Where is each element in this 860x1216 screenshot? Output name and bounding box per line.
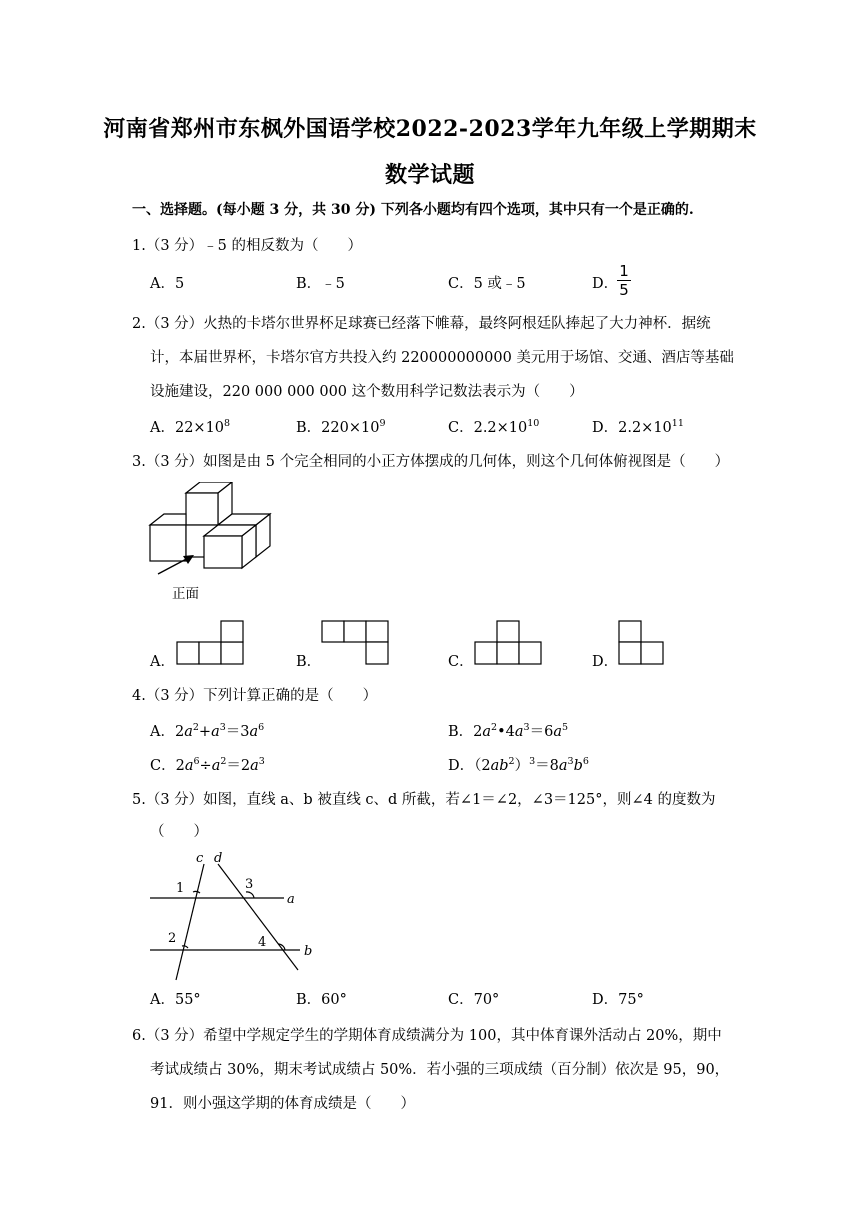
q5-option-d: D．75° (592, 992, 644, 1008)
q5-option-a: A．55° (150, 992, 201, 1008)
q3-option-a-figure (176, 620, 244, 666)
q4-option-d: D．$(2ab^2)^3=8a^3b^6$ (448, 756, 589, 774)
label-b: b (304, 944, 313, 959)
label-d: d (214, 851, 223, 866)
q5-option-c: C．70° (448, 992, 500, 1008)
q2-option-a: A．$22\times 10^8$ (150, 418, 231, 436)
section-heading: 一、选择题。(每小题 3 分，共 30 分) 下列各小题均有四个选项，其中只有一个是正确的. (132, 202, 694, 218)
q3-option-c: C． (448, 654, 474, 670)
q1-option-b: B．﹣5 (296, 276, 345, 292)
question-2-line1: 2.（3 分）火热的卡塔尔世界杯足球赛已经落下帷幕，最终阿根廷队捧起了大力神杯．据统 (132, 316, 711, 332)
angle-2: 2 (168, 931, 177, 946)
q3-option-c-figure (474, 620, 542, 666)
q1-option-d-fraction (617, 263, 631, 298)
q4-option-c: C．$2a^6\div a^2=2a^3$ (150, 756, 265, 774)
angle-4: 4 (258, 935, 267, 950)
question-6-line3: 91．则小强这学期的体育成绩是（ ） (150, 1096, 415, 1112)
cube-arrangement-figure (146, 482, 278, 578)
document-title-line1: 河南省郑州市东枫外国语学校2022-2023学年九年级上学期期末 (103, 116, 757, 142)
q2-option-d: D．$2.2\times 10^{11}$ (592, 418, 684, 436)
q1-option-a: A．5 (150, 276, 185, 292)
question-4-stem: 4.（3 分）下列计算正确的是（ ） (132, 688, 378, 704)
question-6-line1: 6.（3 分）希望中学规定学生的学期体育成绩满分为 100，其中体育课外活动占 20%，期中 (132, 1028, 722, 1044)
question-1-stem: 1.（3 分）﹣5 的相反数为（ ） (132, 238, 363, 254)
question-2-line3: 设施建设，220 000 000 000 这个数用科学记数法表示为（ ） (150, 384, 584, 400)
label-a: a (287, 892, 295, 907)
front-view-label: 正面 (172, 586, 199, 602)
question-2-line2: 计，本届世界杯，卡塔尔官方共投入约 220000000000 美元用于场馆、交通、酒店等基础 (150, 350, 734, 366)
angle-3: 3 (245, 877, 254, 892)
q3-option-b-figure (321, 620, 389, 666)
question-6-line2: 考试成绩占 30%，期末考试成绩占 50%．若小强的三项成绩（百分制）依次是 95，90， (150, 1062, 730, 1078)
q4-option-a: A．$2a^2+a^3=3a^6$ (150, 722, 265, 740)
q3-option-a: A． (150, 654, 175, 670)
exponent: 8 (224, 418, 231, 429)
exponent: 9 (379, 418, 386, 429)
label-c: c (196, 851, 204, 866)
fraction-denominator: 5 (619, 281, 629, 299)
q1-option-d: D． (592, 276, 619, 292)
q4-option-b: B．$2a^2•4a^3=6a^5$ (448, 722, 569, 740)
question-5-line2: （ ） (150, 824, 208, 840)
question-3-stem: 3.（3 分）如图是由 5 个完全相同的小正方体摆成的几何体，则这个几何体俯视图是（ ） (132, 454, 730, 470)
q3-option-d: D． (592, 654, 619, 670)
q2-option-c: C．$2.2\times 10^{10}$ (448, 418, 540, 436)
q3-option-b: B． (296, 654, 322, 670)
angle-1: 1 (176, 881, 185, 896)
question-5-line1: 5.（3 分）如图，直线 a、b 被直线 c、d 所截，若∠1＝∠2，∠3＝125°，则∠4 的度数为 (132, 792, 716, 808)
parallel-lines-figure (146, 848, 326, 982)
q3-option-d-figure (618, 620, 664, 666)
q1-option-c: C．5 或﹣5 (448, 276, 526, 292)
q2-option-b: B．$220\times 10^9$ (296, 418, 386, 436)
q5-option-b: B．60° (296, 992, 347, 1008)
document-title-line2: 数学试题 (384, 162, 475, 188)
fraction-numerator: 1 (619, 262, 629, 280)
exponent: 10 (527, 418, 540, 429)
exponent: 11 (671, 418, 684, 429)
